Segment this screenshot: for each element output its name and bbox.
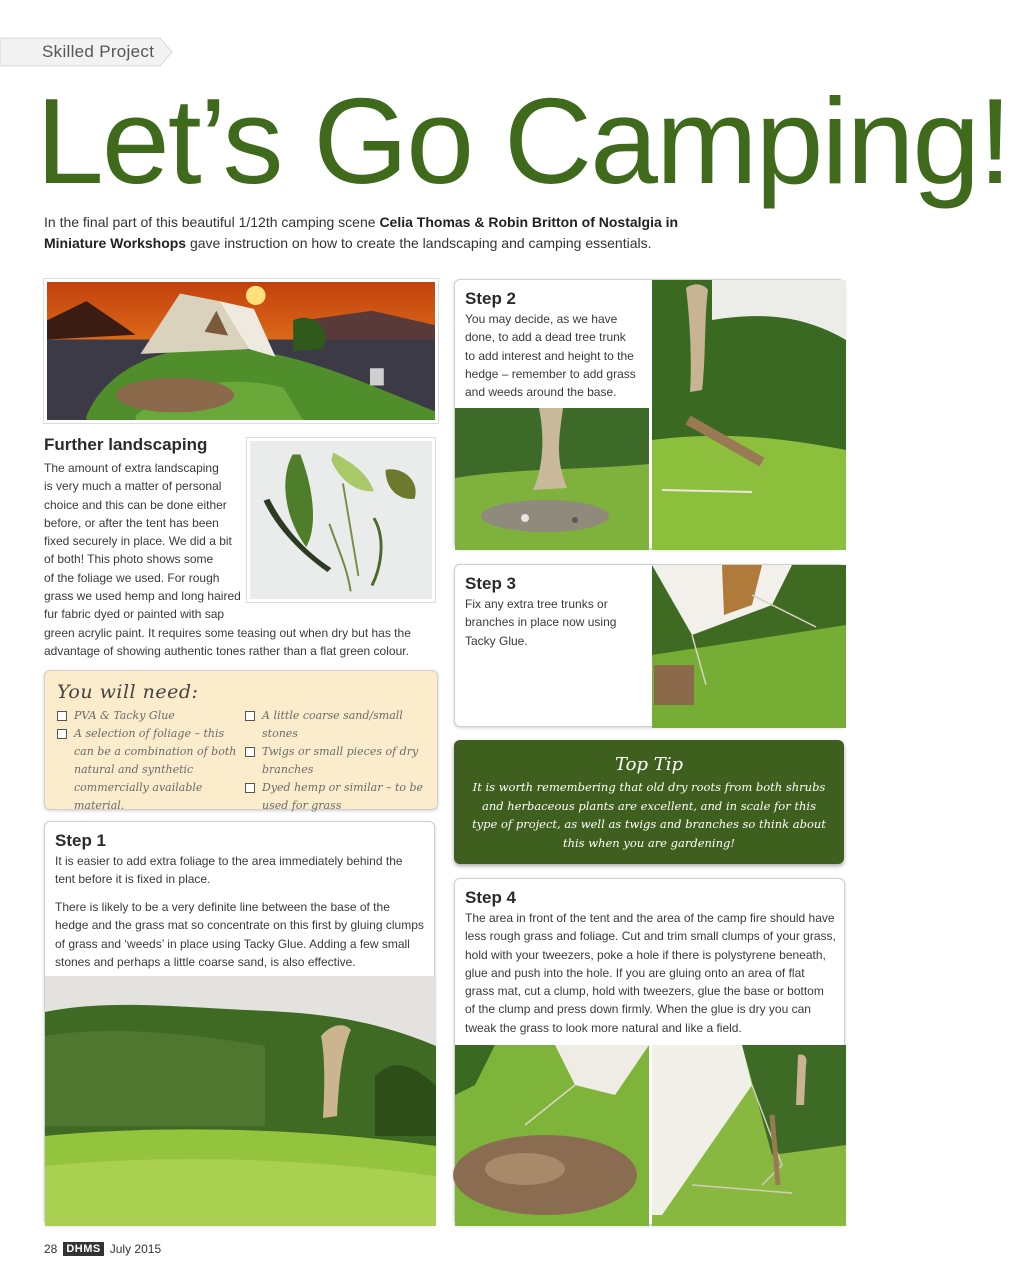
list-item <box>245 779 431 815</box>
step-1-paragraph-1: It is easier to add extra foliage to the area immediately behind the tent before it is fixed in place. <box>55 854 403 887</box>
tent-sunset-image <box>47 282 435 420</box>
page-title: Let’s Go Camping! <box>36 73 1010 209</box>
text-line: grass we used hemp and long haired <box>44 589 241 604</box>
list-item <box>245 707 431 743</box>
text-line: fur fabric dyed or painted with sap <box>44 607 225 622</box>
need-list-right <box>245 707 431 815</box>
further-text-wide: green acrylic paint. It requires some teasing out when dry but has the advantage of showing authentic tones rather than a flat green colour. <box>44 626 411 659</box>
intro-authors: Celia Thomas & Robin Britton of Nostalgia in Miniature Workshops <box>44 214 679 251</box>
list-item-text: Twigs or small pieces of dry branches <box>262 745 419 776</box>
intro-suffix: gave instruction on how to create the landscaping and camping essentials. <box>186 235 652 251</box>
step-2-photo-trunk <box>455 408 649 550</box>
list-item-text: Dyed hemp or similar – to be used for grass <box>262 781 424 812</box>
step-1-photo <box>45 976 436 1226</box>
text-line: before, or after the tent has been <box>44 515 219 530</box>
text-line: done, to add a dead tree trunk <box>465 330 626 345</box>
further-heading: Further landscaping <box>44 435 208 454</box>
text-line: of both! This photo shows some <box>44 552 214 567</box>
list-item-text: PVA & Tacky Glue <box>74 709 175 722</box>
text-line: choice and this can be done either <box>44 497 227 512</box>
foliage-samples-image <box>250 441 432 599</box>
checkbox-icon <box>57 729 67 739</box>
section-tab <box>0 38 172 66</box>
step-4-card <box>454 878 845 1225</box>
need-list-left <box>57 707 243 815</box>
text-line: and weeds around the base. <box>465 385 617 400</box>
text-line: Tacky Glue. <box>465 633 528 648</box>
step-3-heading: Step 3 <box>465 574 517 593</box>
list-item <box>57 707 243 725</box>
hedge-image <box>45 976 436 1226</box>
text-line: of the foliage we used. For rough <box>44 570 220 585</box>
tent-guy-rope-image <box>652 1045 846 1226</box>
step-1-heading: Step 1 <box>55 831 107 850</box>
tent-corner-image <box>652 565 846 728</box>
text-line: is very much a matter of personal <box>44 479 222 494</box>
you-will-need-box <box>44 670 438 810</box>
text-line: to add interest and height to the <box>465 348 634 363</box>
step-1-card <box>44 821 435 1225</box>
step-4-heading: Step 4 <box>465 888 517 907</box>
text-line: You may decide, as we have <box>465 312 618 326</box>
step-2-text <box>465 310 655 401</box>
magazine-logo: DHMS <box>63 1242 103 1256</box>
step-3-text <box>465 595 655 650</box>
top-tip-box <box>454 740 844 864</box>
further-text-narrow <box>44 459 249 624</box>
top-tip-title: Top Tip <box>615 754 683 775</box>
text-line: Fix any extra tree trunks or <box>465 597 608 611</box>
text-line: fixed securely in place. We did a bit <box>44 534 232 549</box>
log-and-tent-image <box>455 1045 649 1226</box>
step-4-paragraph: The area in front of the tent and the area of the camp fire should have less rough grass and foliage. Cut and trim small clumps of your grass, hold with your tweezers, poke a hole if there is polystyrene beneath, glue and push into the hole. If you are gluing onto an area of flat grass mat, cut a clump, hold with tweezers, glue the base or bottom of the clump and press down firmly. When the glue is dry you can tweak the grass to look more natural and like a field. <box>465 911 836 1035</box>
page-number: 28 <box>44 1242 58 1256</box>
issue-date: July 2015 <box>109 1242 162 1256</box>
list-item <box>57 725 243 815</box>
checkbox-icon <box>245 747 255 757</box>
step-3-card <box>454 564 845 727</box>
hero-photo <box>44 279 438 423</box>
step-4-photo-log <box>455 1045 649 1226</box>
checkbox-icon <box>57 711 67 721</box>
step-2-photo-hedge <box>652 280 846 550</box>
foliage-photo <box>247 438 435 602</box>
list-item <box>245 743 431 779</box>
text-line: The amount of extra landscaping <box>44 461 219 475</box>
list-item-text: A selection of foliage – this can be a combination of both natural and synthetic commercially available material. <box>74 727 237 812</box>
step-2-heading: Step 2 <box>465 289 517 308</box>
text-line: hedge – remember to add grass <box>465 366 636 381</box>
section-label: Skilled Project <box>42 42 155 61</box>
checkbox-icon <box>245 711 255 721</box>
intro-prefix: In the final part of this beautiful 1/12th camping scene <box>44 214 380 230</box>
intro-paragraph <box>44 212 704 254</box>
page-footer <box>44 1242 161 1256</box>
you-will-need-title: You will need: <box>57 681 199 703</box>
step-2-card <box>454 279 845 549</box>
step-4-photo-tent <box>652 1045 846 1226</box>
tree-trunk-base-image <box>455 408 649 550</box>
text-line: branches in place now using <box>465 615 617 630</box>
top-tip-text: It is worth remembering that old dry roots from both shrubs and herbaceous plants are excellent, and in scale for this type of project, as well as twigs and branches so think about this when you are gardening! <box>472 780 826 850</box>
list-item-text: A little coarse sand/small stones <box>262 709 403 740</box>
checkbox-icon <box>245 783 255 793</box>
hedge-with-trunk-image <box>652 280 846 550</box>
step-1-paragraph-2: There is likely to be a very definite line between the base of the hedge and the grass mat so concentrate on this first by gluing clumps of grass and ‘weeds’ in place using Tacky Glue. Adding a few small stones and perhaps a little coarse sand, is also effective. <box>55 900 424 969</box>
step-3-photo <box>652 565 846 728</box>
